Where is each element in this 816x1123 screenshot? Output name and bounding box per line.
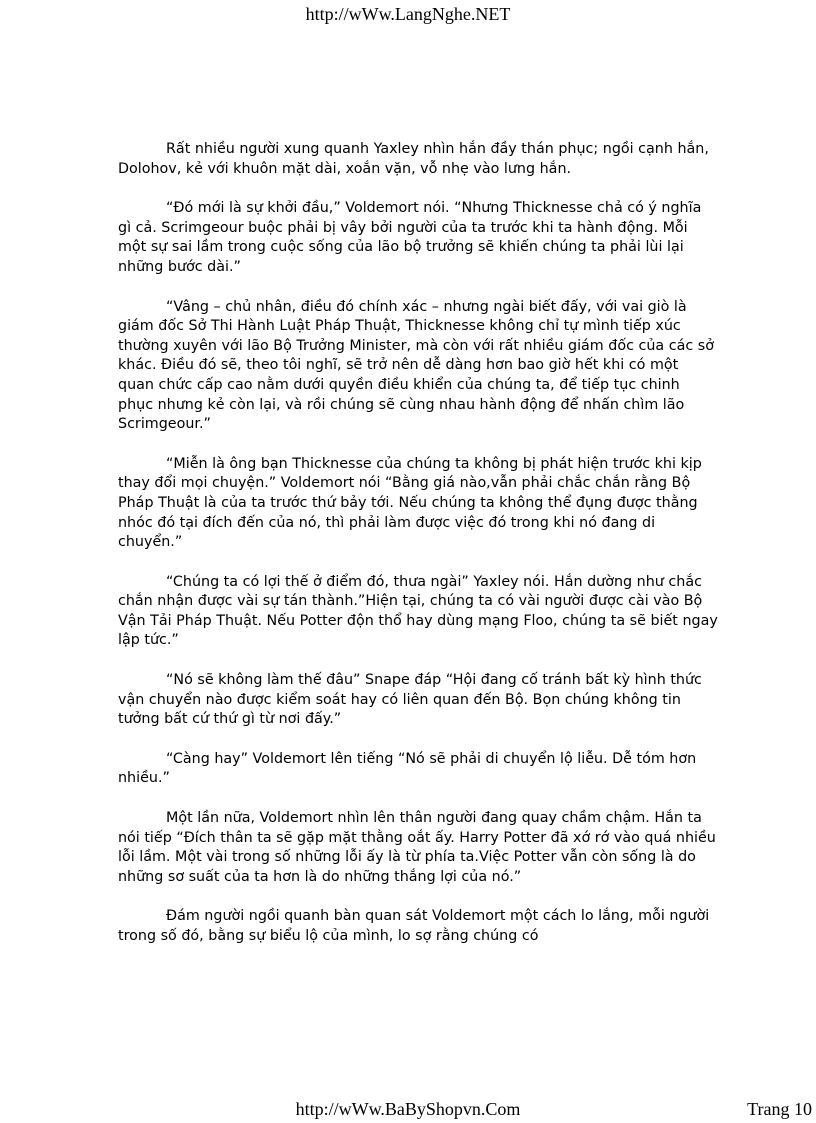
paragraph: Đám người ngồi quanh bàn quan sát Voldemort một cách lo lắng, mỗi người trong số đó, bằng sự biểu lộ của mình, lo sợ rằng chúng có [118, 908, 710, 944]
paragraph: “Chúng ta có lợi thế ở điểm đó, thưa ngài” Yaxley nói. Hắn dường như chắc chắn nhận được vài sự tán thành.”Hiện tại, chúng ta có vài người được cài vào Bộ Vận Tải Pháp Thuật. Nếu Potter độn thổ hay dùng mạng Floo, chúng ta sẽ biết ngay lập tức.” [118, 573, 718, 649]
paragraph: “Nó sẽ không làm thế đâu” Snape đáp “Hội đang cố tránh bất kỳ hình thức vận chuyển nào được kiểm soát hay có liên quan đến Bộ. Bọn chúng không tin tưởng bất cứ thứ gì từ nơi đấy.” [118, 672, 702, 728]
header-url[interactable]: http://wWw.LangNghe.NET [305, 4, 511, 24]
paragraph: “Đó mới là sự khởi đầu,” Voldemort nói. “Nhưng Thicknesse chả có ý nghĩa gì cả. Scrimgeour buộc phải bị vây bởi người của ta trước khi ta hành động. Mỗi một sự sai lầm trong cuộc sống của lão bộ trưởng sẽ khiến chúng ta phải lùi lại những bước dài.” [118, 200, 702, 275]
page-number: Trang 10 [747, 1099, 812, 1119]
paragraph: “Càng hay” Voldemort lên tiếng “Nó sẽ phải di chuyển lộ liễu. Dễ tóm hơn nhiều.” [118, 750, 697, 787]
paragraph: “Miễn là ông bạn Thicknesse của chúng ta không bị phát hiện trước khi kịp thay đổi mọi chuyện.” Voldemort nói “Bằng giá nào,vẫn phải chắc chắn rằng Bộ Pháp Thuật là của ta trước thứ bảy tới. Nếu chúng ta không thể đụng được thằng nhóc đó tại đích đến của nó, thì phải làm được việc đó trong khi nó đang di chuyển.” [118, 455, 702, 551]
page-body [118, 140, 718, 967]
paragraph: Rất nhiều người xung quanh Yaxley nhìn hắn đầy thán phục; ngồi cạnh hắn, Dolohov, kẻ với khuôn mặt dài, xoắn vặn, vỗ nhẹ vào lưng hắn. [118, 141, 709, 177]
paragraph: “Vâng – chủ nhân, điều đó chính xác – nhưng ngài biết đấy, với vai giò là giám đốc Sở Thi Hành Luật Pháp Thuật, Thicknesse không chỉ tự mình tiếp xúc thường xuyên với lão Bộ Trưởng Minister, mà còn với rất nhiều giám đốc của các sở khác. Điều đó sẽ, theo tôi nghĩ, sẽ trở nên dễ dàng hơn bao giờ hết khi có một quan chức cấp cao nằm dưới quyền điều khiển của chúng ta, để tiếp tục chinh phục nhưng kẻ còn lại, và rồi chúng sẽ cùng nhau hành động để nhấn chìm lão Scrimgeour.” [118, 298, 714, 433]
paragraph: Một lần nữa, Voldemort nhìn lên thân người đang quay chầm chậm. Hắn ta nói tiếp “Đích thân ta sẽ gặp mặt thằng oắt ấy. Harry Potter đã xớ rớ vào quá nhiều lỗi lầm. Một vài trong số những lỗi ấy là từ phía ta.Việc Potter vẫn còn sống là do những sơ suất của ta hơn là do những thắng lợi của nó.” [118, 810, 716, 885]
footer-url[interactable]: http://wWw.BaByShopvn.Com [295, 1099, 521, 1119]
